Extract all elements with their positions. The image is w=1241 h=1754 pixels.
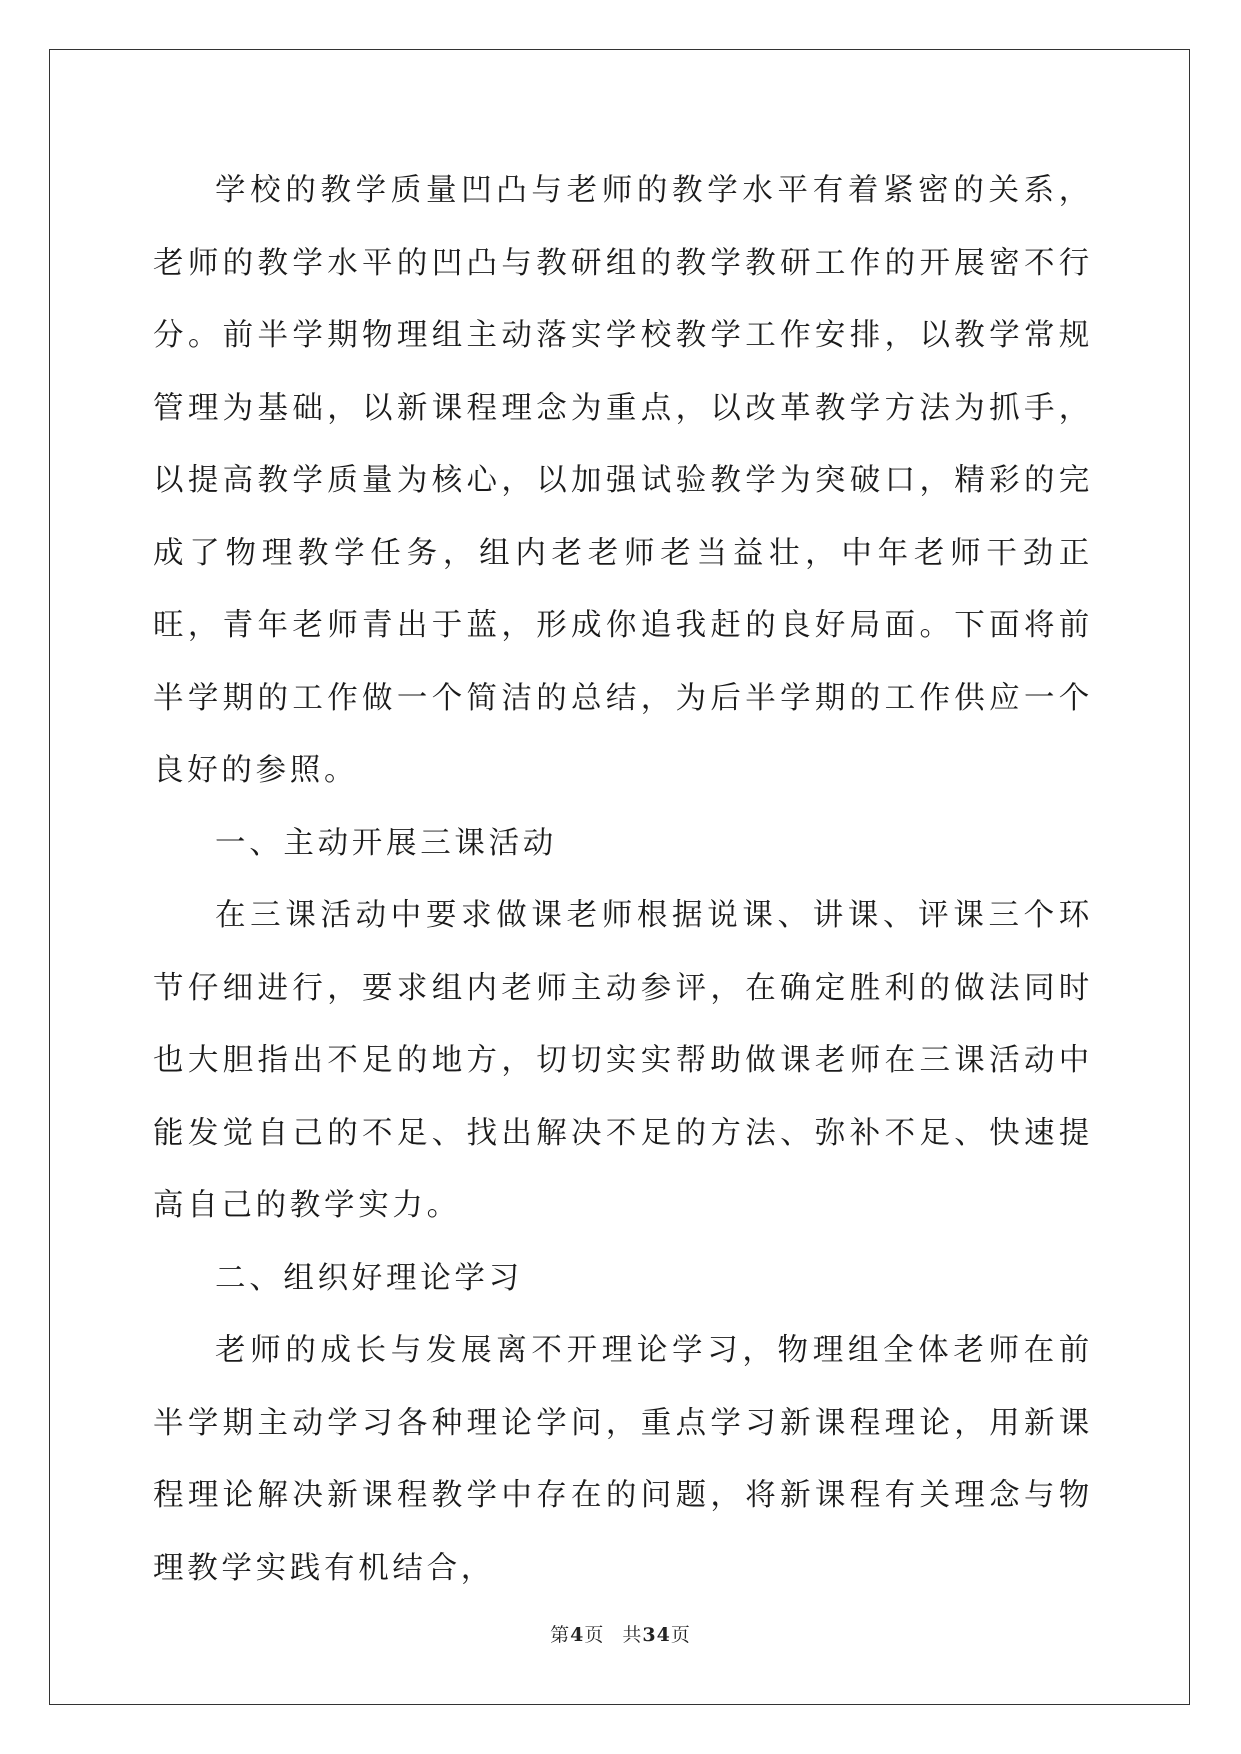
current-page-number: 4 <box>570 1624 585 1646</box>
footer-total-suffix: 页 <box>670 1624 691 1646</box>
page-footer <box>0 1620 1241 1647</box>
footer-page-word: 页 <box>584 1624 605 1646</box>
paragraph-section-two: 老师的成长与发展离不开理论学习，物理组全体老师在前半学期主动学习各种理论学问，重点学习新课程理论，用新课程理论解决新课程教学中存在的问题，将新课程有关理念与物理教学实践有机结合， <box>153 1333 1093 1586</box>
footer-prefix: 第 <box>550 1624 571 1646</box>
footer-total-prefix: 共 <box>622 1624 643 1646</box>
total-pages-number: 34 <box>642 1624 671 1646</box>
document-body <box>153 155 1093 1605</box>
paragraph-intro: 学校的教学质量凹凸与老师的教学水平有着紧密的关系，老师的教学水平的凹凸与教研组的教学教研工作的开展密不行分。前半学期物理组主动落实学校教学工作安排，以教学常规管理为基础，以新课程理念为重点，以改革教学方法为抓手，以提高教学质量为核心，以加强试验教学为突破口，精彩的完成了物理教学任务，组内老老师老当益壮，中年老师干劲正旺，青年老师青出于蓝，形成你追我赶的良好局面。下面将前半学期的工作做一个简洁的总结，为后半学期的工作供应一个良好的参照。 <box>153 173 1093 788</box>
heading-section-one: 一、主动开展三课活动 <box>215 825 557 861</box>
paragraph-section-one: 在三课活动中要求做课老师根据说课、讲课、评课三个环节仔细进行，要求组内老师主动参评，在确定胜利的做法同时也大胆指出不足的地方，切切实实帮助做课老师在三课活动中能发觉自己的不足、找出解决不足的方法、弥补不足、快速提高自己的教学实力。 <box>153 898 1093 1223</box>
heading-section-two: 二、组织好理论学习 <box>215 1260 523 1296</box>
